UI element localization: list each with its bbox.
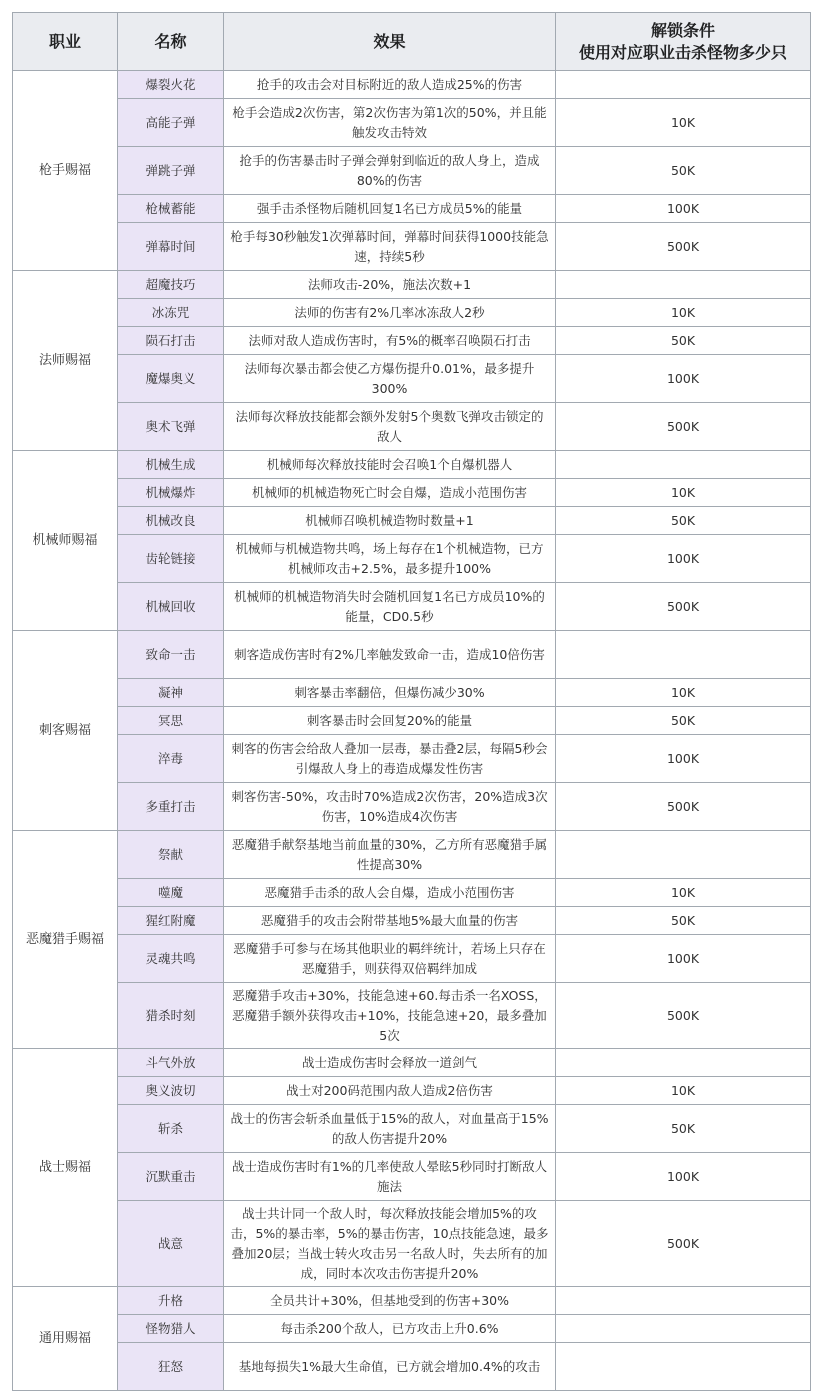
blessing-name-cell: 猎杀时刻 <box>118 983 224 1049</box>
unlock-condition-cell: 10K <box>556 299 811 327</box>
blessing-effect-text: 法师每次暴击都会使乙方爆伤提升0.01%，最多提升300% <box>244 360 535 396</box>
blessing-effect-cell <box>224 99 556 147</box>
table-row <box>13 479 811 507</box>
blessing-effect-cell <box>224 1153 556 1201</box>
unlock-condition-cell <box>556 71 811 99</box>
blessing-name-cell: 奥术飞弹 <box>118 403 224 451</box>
blessing-name-cell: 陨石打击 <box>118 327 224 355</box>
blessing-name-cell: 祭献 <box>118 831 224 879</box>
table-row <box>13 983 811 1049</box>
class-cell: 枪手赐福 <box>13 71 118 271</box>
blessing-effect-text: 机械师召唤机械造物时数量+1 <box>305 512 474 528</box>
blessing-name-cell: 噬魔 <box>118 879 224 907</box>
table-row <box>13 1343 811 1391</box>
unlock-condition-cell <box>556 271 811 299</box>
unlock-condition-cell: 50K <box>556 147 811 195</box>
blessing-effect-text: 恶魔猎手可参与在场其他职业的羁绊统计，若场上只存在恶魔猎手，则获得双倍羁绊加成 <box>233 940 546 976</box>
blessing-name-cell: 超魔技巧 <box>118 271 224 299</box>
unlock-condition-cell: 500K <box>556 223 811 271</box>
blessing-name-cell: 机械生成 <box>118 451 224 479</box>
unlock-condition-cell: 10K <box>556 679 811 707</box>
blessing-effect-cell <box>224 983 556 1049</box>
blessing-name-cell: 斩杀 <box>118 1105 224 1153</box>
blessing-effect-text: 机械师与机械造物共鸣，场上每存在1个机械造物，已方机械师攻击+2.5%，最多提升100% <box>235 540 544 576</box>
blessing-name-cell: 沉默重击 <box>118 1153 224 1201</box>
unlock-condition-cell <box>556 831 811 879</box>
blessing-effect-text: 刺客伤害-50%，攻击时70%造成2次伤害，20%造成3次伤害，10%造成4次伤害 <box>231 788 548 824</box>
blessing-name-cell: 齿轮链接 <box>118 535 224 583</box>
table-row <box>13 327 811 355</box>
unlock-condition-cell: 10K <box>556 99 811 147</box>
header-unlock-subtitle: 使用对应职业击杀怪物多少只 <box>578 42 787 62</box>
blessing-effect-text: 抢手的伤害暴击时子弹会弹射到临近的敌人身上，造成80%的伤害 <box>239 152 540 188</box>
class-cell: 恶魔猎手赐福 <box>13 831 118 1049</box>
blessing-effect-text: 法师的伤害有2%几率冰冻敌人2秒 <box>294 304 485 320</box>
table-row <box>13 195 811 223</box>
table-body <box>13 71 811 1391</box>
blessing-name-cell: 淬毒 <box>118 735 224 783</box>
unlock-condition-cell: 500K <box>556 403 811 451</box>
blessing-name-cell: 冥思 <box>118 707 224 735</box>
blessing-effect-cell <box>224 679 556 707</box>
blessing-effect-cell <box>224 631 556 679</box>
blessing-effect-text: 战士对200码范围内敌人造成2倍伤害 <box>286 1082 493 1098</box>
unlock-condition-cell <box>556 1315 811 1343</box>
table-row <box>13 223 811 271</box>
table-row <box>13 735 811 783</box>
table-row <box>13 535 811 583</box>
unlock-condition-cell: 100K <box>556 355 811 403</box>
blessing-name-cell: 魔爆奥义 <box>118 355 224 403</box>
blessing-effect-cell <box>224 451 556 479</box>
blessing-effect-cell <box>224 1343 556 1391</box>
blessing-name-cell: 致命一击 <box>118 631 224 679</box>
blessing-effect-cell <box>224 223 556 271</box>
blessing-effect-text: 基地每损失1%最大生命值，已方就会增加0.4%的攻击 <box>238 1358 541 1374</box>
header-name: 名称 <box>118 13 224 71</box>
blessing-effect-text: 恶魔猎手的攻击会附带基地5%最大血量的伤害 <box>260 912 519 928</box>
blessing-effect-cell <box>224 1315 556 1343</box>
blessing-effect-cell <box>224 707 556 735</box>
blessing-effect-text: 强手击杀怪物后随机回复1名已方成员5%的能量 <box>256 200 523 216</box>
unlock-condition-cell: 50K <box>556 507 811 535</box>
blessing-effect-cell <box>224 1077 556 1105</box>
unlock-condition-cell: 50K <box>556 327 811 355</box>
table-row <box>13 1077 811 1105</box>
blessing-effect-cell <box>224 1201 556 1287</box>
table-row <box>13 299 811 327</box>
header-unlock-title: 解锁条件 <box>650 20 715 40</box>
blessing-name-cell: 多重打击 <box>118 783 224 831</box>
blessing-effect-text: 刺客暴击率翻倍，但爆伤减少30% <box>294 684 485 700</box>
blessing-effect-text: 抢手的攻击会对目标附近的敌人造成25%的伤害 <box>256 76 523 92</box>
unlock-condition-cell: 10K <box>556 479 811 507</box>
table-row <box>13 355 811 403</box>
blessing-effect-cell <box>224 147 556 195</box>
blessing-effect-cell <box>224 1105 556 1153</box>
blessing-effect-cell <box>224 1287 556 1315</box>
blessing-effect-text: 枪手会造成2次伤害，第2次伤害为第1次的50%，并且能触发攻击特效 <box>232 104 547 140</box>
blessing-effect-text: 战士造成伤害时有1%的几率使敌人晕眩5秒同时打断敌人施法 <box>231 1158 548 1194</box>
unlock-condition-cell: 500K <box>556 1201 811 1287</box>
table-row <box>13 935 811 983</box>
table-row <box>13 679 811 707</box>
blessing-effect-cell <box>224 507 556 535</box>
unlock-condition-cell <box>556 631 811 679</box>
blessing-name-cell: 凝神 <box>118 679 224 707</box>
header-effect: 效果 <box>224 13 556 71</box>
blessing-name-cell: 升格 <box>118 1287 224 1315</box>
table-row <box>13 403 811 451</box>
table-row <box>13 271 811 299</box>
blessing-effect-text: 法师攻击-20%，施法次数+1 <box>307 276 472 292</box>
blessing-name-cell: 狂怒 <box>118 1343 224 1391</box>
blessing-effect-cell <box>224 535 556 583</box>
unlock-condition-cell: 500K <box>556 583 811 631</box>
blessing-name-cell: 弹跳子弹 <box>118 147 224 195</box>
unlock-condition-cell: 100K <box>556 535 811 583</box>
blessing-name-cell: 斗气外放 <box>118 1049 224 1077</box>
table-row <box>13 147 811 195</box>
blessing-name-cell: 怪物猎人 <box>118 1315 224 1343</box>
blessing-effect-text: 战士共计同一个敌人时，每次释放技能会增加5%的攻击，5%的暴击率，5%的暴击伤害，10点技能急速，最多叠加20层；当战士转火攻击另一名敌人时，失去所有的加成，同时本次攻击伤害提升20% <box>230 1205 549 1281</box>
blessing-effect-cell <box>224 907 556 935</box>
header-row <box>13 13 811 71</box>
unlock-condition-cell: 100K <box>556 935 811 983</box>
blessing-effect-cell <box>224 831 556 879</box>
table-row <box>13 507 811 535</box>
unlock-condition-cell: 100K <box>556 195 811 223</box>
blessing-effect-text: 机械师每次释放技能时会召唤1个自爆机器人 <box>266 456 513 472</box>
blessing-effect-cell <box>224 783 556 831</box>
unlock-condition-cell <box>556 451 811 479</box>
blessing-name-cell: 机械改良 <box>118 507 224 535</box>
blessing-effect-text: 枪手每30秒触发1次弹幕时间，弹幕时间获得1000技能急速，持续5秒 <box>230 228 549 264</box>
table-row <box>13 1315 811 1343</box>
table-row <box>13 1287 811 1315</box>
class-cell: 机械师赐福 <box>13 451 118 631</box>
table-row <box>13 99 811 147</box>
blessing-effect-cell <box>224 1049 556 1077</box>
unlock-condition-cell: 50K <box>556 707 811 735</box>
blessing-effect-text: 战士的伤害会斩杀血量低于15%的敌人，对血量高于15%的敌人伤害提升20% <box>230 1110 549 1146</box>
blessing-effect-text: 战士造成伤害时会释放一道剑气 <box>301 1054 477 1070</box>
blessing-effect-cell <box>224 479 556 507</box>
blessing-name-cell: 高能子弹 <box>118 99 224 147</box>
blessing-effect-cell <box>224 935 556 983</box>
blessing-effect-cell <box>224 327 556 355</box>
blessings-table <box>12 12 811 1391</box>
unlock-condition-cell <box>556 1343 811 1391</box>
unlock-condition-cell: 500K <box>556 783 811 831</box>
header-class: 职业 <box>13 13 118 71</box>
unlock-condition-cell: 10K <box>556 879 811 907</box>
blessing-effect-text: 机械师的机械造物死亡时会自爆，造成小范围伤害 <box>251 484 527 500</box>
blessing-effect-text: 恶魔猎手攻击+30%，技能急速+60.每击杀一名XOSS，恶魔猎手额外获得攻击+10%，技能急速+20，最多叠加5次 <box>232 987 547 1043</box>
blessing-effect-cell <box>224 403 556 451</box>
table-row <box>13 1049 811 1077</box>
table-row <box>13 783 811 831</box>
unlock-condition-cell: 50K <box>556 1105 811 1153</box>
header-unlock <box>556 13 811 71</box>
blessing-name-cell: 机械爆炸 <box>118 479 224 507</box>
blessing-effect-cell <box>224 71 556 99</box>
blessing-effect-text: 每击杀200个敌人，已方攻击上升0.6% <box>280 1320 499 1336</box>
blessing-effect-text: 恶魔猎手击杀的敌人会自爆，造成小范围伤害 <box>264 884 515 900</box>
table-row <box>13 71 811 99</box>
blessing-name-cell: 冰冻咒 <box>118 299 224 327</box>
blessing-effect-text: 刺客的伤害会给敌人叠加一层毒，暴击叠2层，每隔5秒会引爆敌人身上的毒造成爆发性伤害 <box>231 740 548 776</box>
table-row <box>13 831 811 879</box>
blessing-effect-cell <box>224 583 556 631</box>
blessing-name-cell: 爆裂火花 <box>118 71 224 99</box>
unlock-condition-cell <box>556 1049 811 1077</box>
table-row <box>13 879 811 907</box>
class-cell: 战士赐福 <box>13 1049 118 1287</box>
blessing-effect-cell <box>224 355 556 403</box>
blessing-effect-cell <box>224 271 556 299</box>
blessing-name-cell: 灵魂共鸣 <box>118 935 224 983</box>
unlock-condition-cell: 100K <box>556 1153 811 1201</box>
unlock-condition-cell <box>556 1287 811 1315</box>
blessing-name-cell: 弹幕时间 <box>118 223 224 271</box>
blessing-effect-cell <box>224 299 556 327</box>
table-row <box>13 707 811 735</box>
table-row <box>13 583 811 631</box>
unlock-condition-cell: 500K <box>556 983 811 1049</box>
class-cell: 通用赐福 <box>13 1287 118 1391</box>
blessing-effect-text: 刺客暴击时会回复20%的能量 <box>306 712 473 728</box>
table-row <box>13 1105 811 1153</box>
table-row <box>13 451 811 479</box>
unlock-condition-cell: 10K <box>556 1077 811 1105</box>
blessing-effect-cell <box>224 195 556 223</box>
blessing-name-cell: 猩红附魔 <box>118 907 224 935</box>
blessing-name-cell: 机械回收 <box>118 583 224 631</box>
blessing-name-cell: 枪械蓄能 <box>118 195 224 223</box>
blessing-effect-text: 法师对敌人造成伤害时，有5%的概率召唤陨石打击 <box>248 332 531 348</box>
class-cell: 法师赐福 <box>13 271 118 451</box>
table-row <box>13 907 811 935</box>
table-row <box>13 1153 811 1201</box>
blessing-effect-text: 法师每次释放技能都会额外发射5个奥数飞弹攻击锁定的敌人 <box>235 408 544 444</box>
unlock-condition-cell: 100K <box>556 735 811 783</box>
blessing-name-cell: 奥义波切 <box>118 1077 224 1105</box>
unlock-condition-cell: 50K <box>556 907 811 935</box>
blessing-effect-cell <box>224 879 556 907</box>
blessing-name-cell: 战意 <box>118 1201 224 1287</box>
class-cell: 刺客赐福 <box>13 631 118 831</box>
blessing-effect-text: 机械师的机械造物消失时会随机回复1名已方成员10%的能量，CD0.5秒 <box>234 588 545 624</box>
table-row <box>13 631 811 679</box>
blessing-effect-text: 刺客造成伤害时有2%几率触发致命一击，造成10倍伤害 <box>234 646 545 662</box>
blessing-effect-text: 全员共计+30%，但基地受到的伤害+30% <box>269 1292 509 1308</box>
blessing-effect-text: 恶魔猎手献祭基地当前血量的30%，乙方所有恶魔猎手属性提高30% <box>231 836 548 872</box>
table-row <box>13 1201 811 1287</box>
blessing-effect-cell <box>224 735 556 783</box>
